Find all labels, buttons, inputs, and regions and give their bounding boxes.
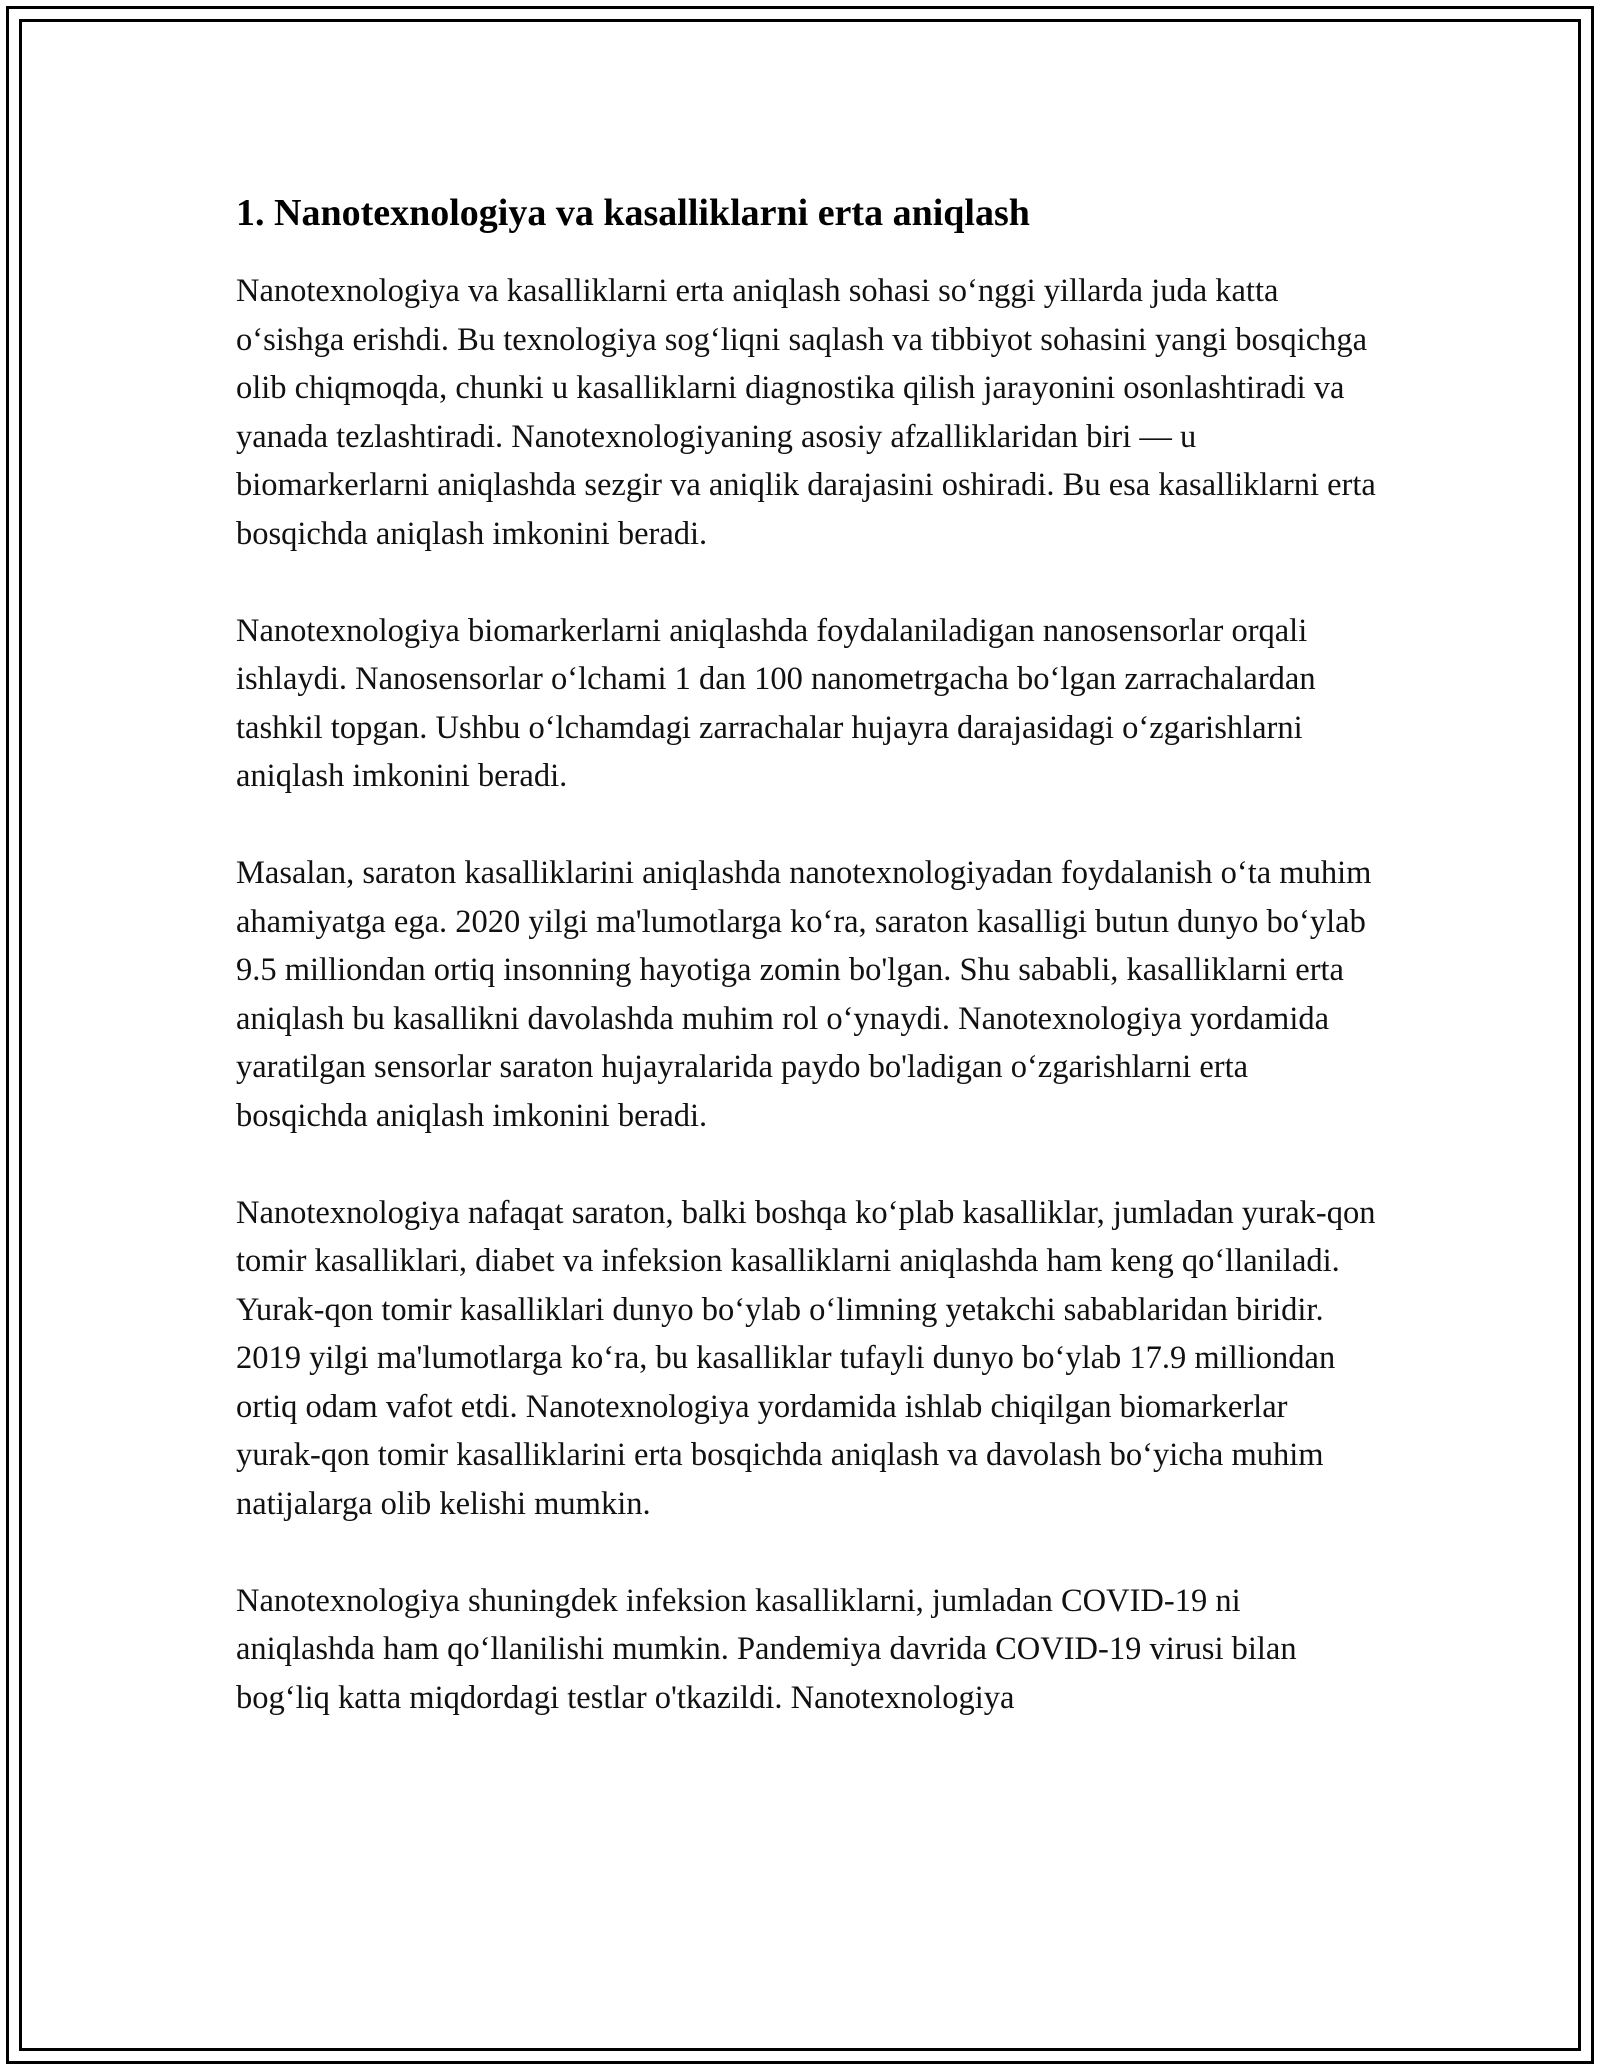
section-heading: 1. Nanotexnologiya va kasalliklarni erta aniqlash xyxy=(236,192,1030,234)
paragraph-infection: Nanotexnologiya shuningdek infeksion kasalliklarni, jumladan COVID-19 ni aniqlashda ham qo‘llanilishi mumkin. Pandemiya davrida COVID-19 virusi bilan bog‘liq katta miqdordagi testlar o'tkazildi. Nanotexnologiya xyxy=(236,1582,1297,1716)
paragraph-cancer: Masalan, saraton kasalliklarini aniqlashda nanotexnologiyadan foydalanish o‘ta muhim ahamiyatga ega. 2020 yilgi ma'lumotlarga ko‘ra, saraton kasalligi butun dunyo bo‘ylab 9.5 milliondan ortiq insonning hayotiga zomin bo'lgan. Shu sababli, kasalliklarni erta aniqlash bu kasallikni davolashda muhim rol o‘ynaydi. Nanotexnologiya yordamida yaratilgan sensorlar saraton hujayralarida paydo bo'ladigan o‘zgarishlarni erta bosqichda aniqlash imkonini beradi. xyxy=(236,854,1372,1134)
paragraph-intro: Nanotexnologiya va kasalliklarni erta aniqlash sohasi so‘nggi yillarda juda katta o‘sishga erishdi. Bu texnologiya sog‘liqni saqlash va tibbiyot sohasini yangi bosqichga olib chiqmoqda, chunki u kasalliklarni diagnostika qilish jarayonini osonlashtiradi va yanada tezlashtiradi. Nanotexnologiyaning asosiy afzalliklaridan biri — u biomarkerlarni aniqlashda sezgir va aniqlik darajasini oshiradi. Bu esa kasalliklarni erta bosqichda aniqlash imkonini beradi. xyxy=(236,273,1376,552)
paragraph-cardiovascular: Nanotexnologiya nafaqat saraton, balki boshqa ko‘plab kasalliklar, jumladan yurak-qon tomir kasalliklari, diabet va infeksion kasalliklarni aniqlashda ham keng qo‘llaniladi. Yurak-qon tomir kasalliklari dunyo bo‘ylab o‘limning yetakchi sabablaridan biridir. 2019 yilgi ma'lumotlarga ko‘ra, bu kasalliklar tufayli dunyo bo‘ylab 17.9 milliondan ortiq odam vafot etdi. Nanotexnologiya yordamida ishlab chiqilgan biomarkerlar yurak-qon tomir kasalliklarini erta bosqichda aniqlash va davolash bo‘yicha muhim natijalarga olib kelishi mumkin. xyxy=(236,1194,1376,1523)
document-body xyxy=(236,185,1376,1770)
paragraph-nanosensors: Nanotexnologiya biomarkerlarni aniqlashda foydalaniladigan nanosensorlar orqali ishlaydi. Nanosensorlar o‘lchami 1 dan 100 nanometrgacha bo‘lgan zarrachalardan tashkil topgan. Ushbu o‘lchamdagi zarrachalar hujayra darajasidagi o‘zgarishlarni aniqlash imkonini beradi. xyxy=(236,612,1316,795)
